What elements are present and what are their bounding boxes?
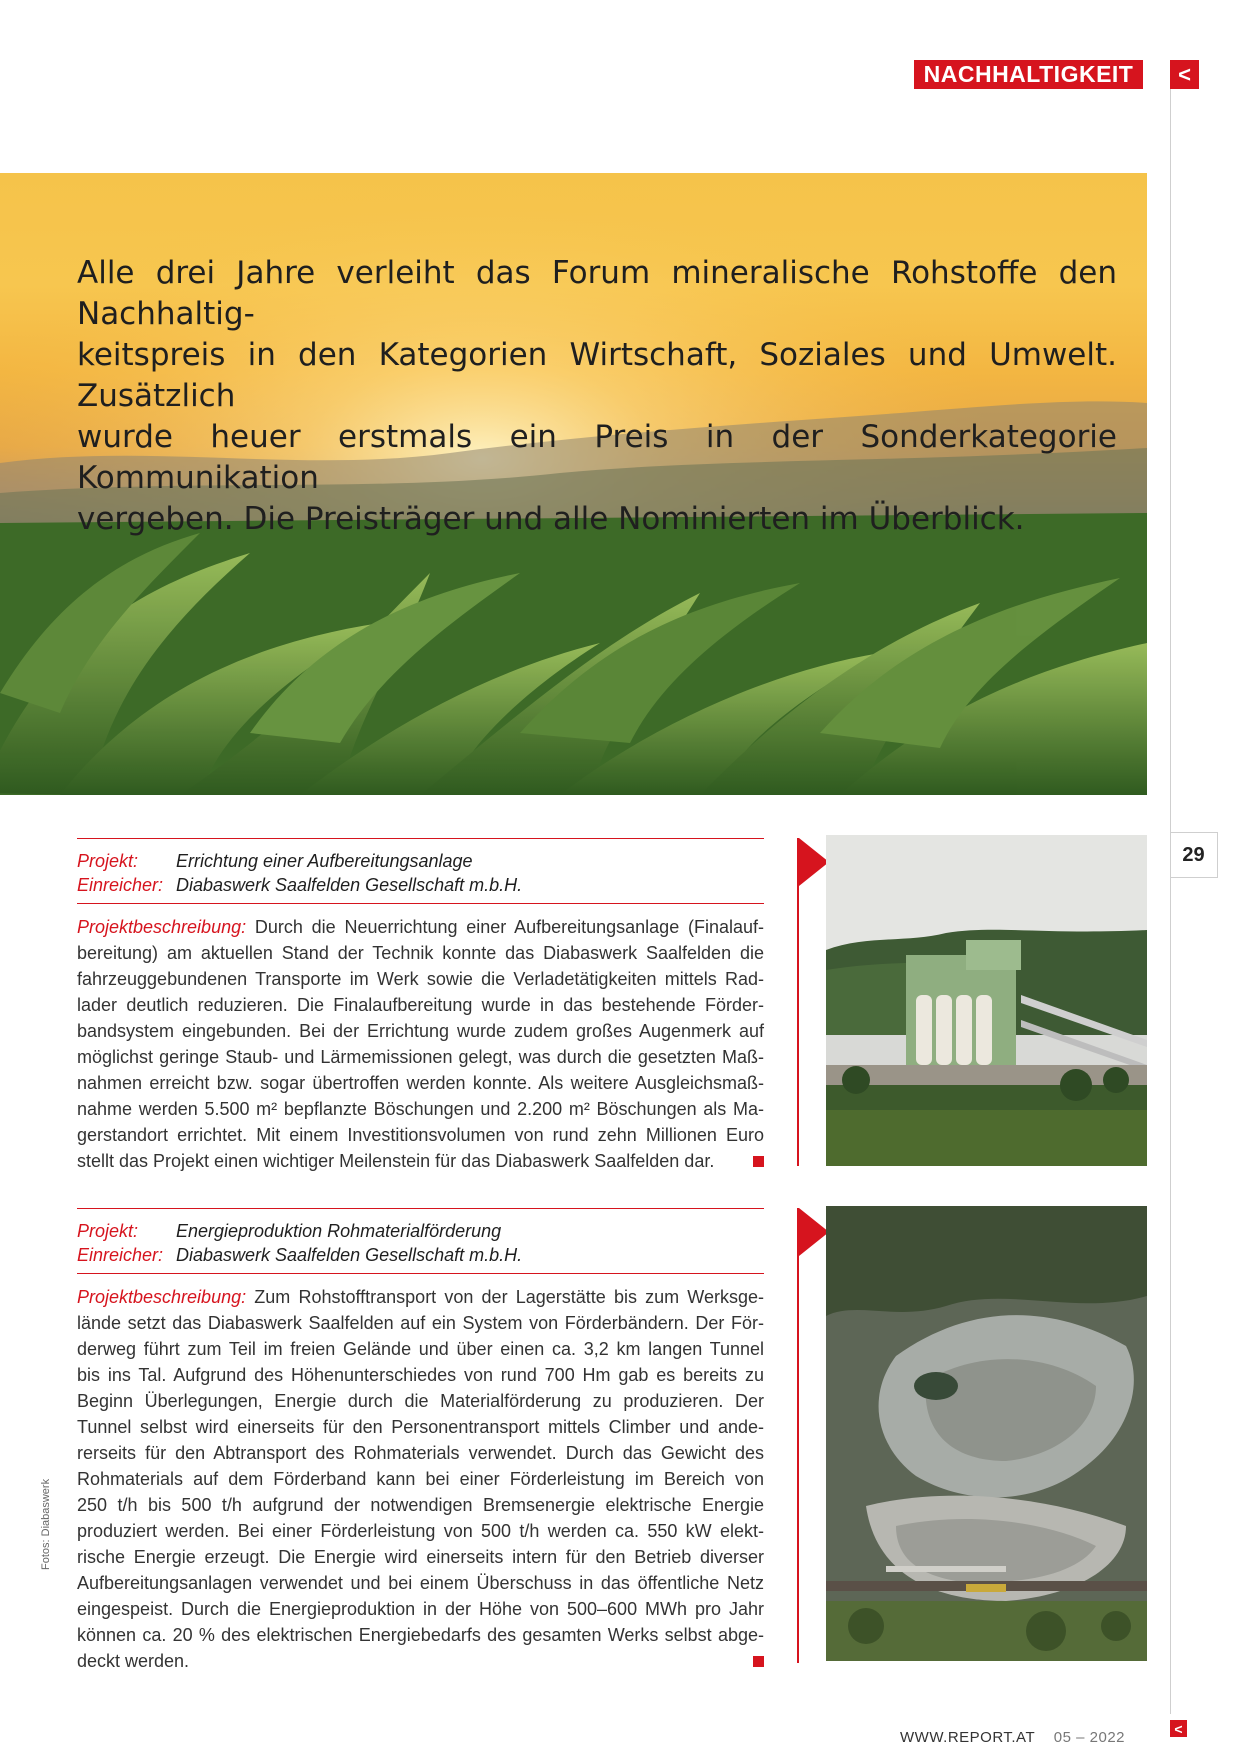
arrow-marker-icon <box>799 1208 829 1256</box>
submitter-label: Einreicher: <box>77 1245 164 1265</box>
hero-image <box>0 173 1147 795</box>
description-line: bereitung) am aktuellen Stand der Technik konnte das Diabaswerk Saalfelden die <box>77 943 764 963</box>
footer-website[interactable]: WWW.REPORT.AT <box>900 1729 1036 1746</box>
description-line: können ca. 20 % des elektrischen Energiebedarfs des gesamten Werks selbst abge- <box>77 1625 764 1645</box>
back-nav-button[interactable]: < <box>1170 60 1199 89</box>
back-nav-button-bottom[interactable]: < <box>1170 1720 1187 1737</box>
description-line: rische Energie erzeugt. Die Energie wird einerseits intern für den Betrieb diverser <box>77 1547 764 1567</box>
description-lead: Projektbeschreibung: <box>77 917 247 937</box>
project-block-2 <box>77 1208 764 1674</box>
description-line: eingespeist. Durch die Energieproduktion in der Höhe von 500–600 MWh pro Jahr <box>77 1599 764 1619</box>
section-tag: NACHHALTIGKEIT <box>914 60 1143 89</box>
description-line: Durch die Neuerrichtung einer Aufbereitungsanlage (Finalauf- <box>246 917 764 937</box>
description-line: nahmen erreicht bzw. sogar übertroffen werden konnte. Als weitere Ausgleichsmaß- <box>77 1073 764 1093</box>
photo-credit: Fotos: Diabaswerk <box>40 1478 52 1570</box>
description-line: rerseits für den Abtransport des Rohmaterials verwendet. Durch das Gewicht des <box>77 1443 764 1463</box>
description-line: bis ins Tal. Aufgrund des Höhenunterschiedes von rund 700 Hm gab es bereits zu <box>77 1365 764 1385</box>
submitter-name: Diabaswerk Saalfelden Gesellschaft m.b.H. <box>176 875 523 895</box>
project-label: Projekt: <box>77 1221 139 1241</box>
intro-line: Alle drei Jahre verleiht das Forum mineralische Rohstoffe den Nachhaltig- <box>77 255 1117 332</box>
end-mark-icon <box>753 1156 764 1167</box>
project-title: Errichtung einer Aufbereitungsanlage <box>176 851 473 871</box>
intro-line: vergeben. Die Preisträger und alle Nominierten im Überblick. <box>77 501 1025 537</box>
arrow-marker-icon <box>799 838 829 886</box>
description-lead: Projektbeschreibung: <box>77 1287 247 1307</box>
description-line: stellt das Projekt einen wichtiger Meilenstein für das Diabaswerk Saalfelden dar. <box>77 1151 715 1171</box>
hero-intro <box>77 253 1117 540</box>
right-margin-rule <box>1170 89 1171 1714</box>
project-label: Projekt: <box>77 851 139 871</box>
accent-line <box>797 1208 799 1663</box>
end-mark-icon <box>753 1656 764 1667</box>
footer <box>900 1729 1125 1746</box>
quarry-photo <box>826 1206 1147 1661</box>
page-number: 29 <box>1170 832 1218 878</box>
project-description <box>77 1274 764 1674</box>
description-line: Rohmaterials auf dem Förderband kann bei einer Förderleistung im Bereich von <box>77 1469 764 1489</box>
accent-line <box>797 838 799 1166</box>
project-meta <box>77 1209 764 1273</box>
description-line: lände setzt das Diabaswerk Saalfelden auf ein System von Förderbändern. Der För- <box>77 1313 764 1333</box>
description-line: lader deutlich reduzieren. Die Finalaufbereitung wurde in das bestehende Förder- <box>77 995 764 1015</box>
description-line: gerstandort errichtet. Mit einem Investitionsvolumen von rund zehn Millionen Euro <box>77 1125 764 1145</box>
description-line: 250 t/h bis 500 t/h aufgrund der notwendigen Bremsenergie elektrische Energie <box>77 1495 764 1515</box>
project-block-1 <box>77 838 764 1174</box>
submitter-name: Diabaswerk Saalfelden Gesellschaft m.b.H. <box>176 1245 523 1265</box>
intro-line: wurde heuer erstmals ein Preis in der Sonderkategorie Kommunikation <box>77 419 1117 496</box>
description-line: Tunnel selbst wird einerseits für den Personentransport mittels Climber und ande- <box>77 1417 764 1437</box>
submitter-label: Einreicher: <box>77 875 164 895</box>
description-line: produziert werden. Bei einer Förderleistung von 500 t/h werden ca. 550 kW elekt- <box>77 1521 764 1541</box>
plant-photo <box>826 835 1147 1166</box>
description-line: möglichst geringe Staub- und Lärmemissionen gelegt, was durch die gesetzten Maß- <box>77 1047 764 1067</box>
intro-line: keitspreis in den Kategorien Wirtschaft, Soziales und Umwelt. Zusätzlich <box>77 337 1117 414</box>
description-line: derweg führt zum Teil im freien Gelände und über einen ca. 3,2 km langen Tunnel <box>77 1339 764 1359</box>
description-line: bandsystem eingebunden. Bei der Errichtung wurde zudem großes Augenmerk auf <box>77 1021 764 1041</box>
project-title: Energieproduktion Rohmaterialförderung <box>176 1221 502 1241</box>
description-line: fahrzeuggebundenen Transporte im Werk sowie die Verladetätigkeiten mittels Rad- <box>77 969 764 989</box>
project-meta <box>77 839 764 903</box>
description-line: Aufbereitungsanlagen verwendet und bei einem Überschuss in das öffentliche Netz <box>77 1573 764 1593</box>
project-description <box>77 904 764 1174</box>
footer-issue: 05 – 2022 <box>1053 1729 1126 1746</box>
description-line: deckt werden. <box>77 1651 190 1671</box>
description-line: Zum Rohstofftransport von der Lagerstätte bis zum Werksge- <box>246 1287 764 1307</box>
description-line: Beginn Überlegungen, Energie durch die Materialförderung zu produzieren. Der <box>77 1391 764 1411</box>
description-line: nahme werden 5.500 m² bepflanzte Böschungen und 2.200 m² Böschungen als Ma- <box>77 1099 764 1119</box>
